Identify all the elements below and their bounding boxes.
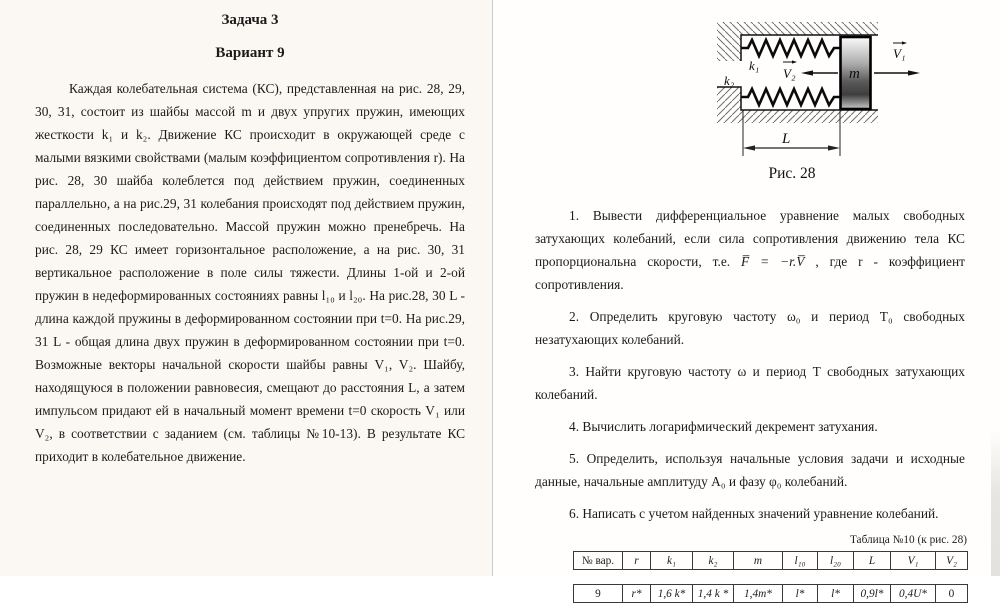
tasks-list	[535, 204, 965, 525]
dim-arrow-right	[828, 145, 840, 150]
data-cell-var: 9	[574, 585, 623, 603]
v1-label: V₁	[893, 46, 906, 61]
v1-arrowhead	[908, 70, 920, 75]
task-item-3: 3. Найти круговую частоту ω и период Т свободных затухающих колебаний.	[535, 364, 965, 402]
task-1-text: 1. Вывести дифференциальное уравнение малых свободных затухающих колебаний, если сила сопротивления движению тела КС пропорциональна скорости, т.е.	[535, 208, 965, 269]
data-cell-l10: l*	[783, 585, 818, 603]
v2-arrowhead	[801, 70, 813, 75]
figure-caption: Рис. 28	[768, 165, 816, 182]
variant-table-zone	[573, 534, 967, 603]
left-page	[0, 0, 493, 576]
data-cell-l20: l*	[818, 585, 854, 603]
header-cell-k1: k₁	[651, 552, 693, 570]
v1-hat-head	[902, 41, 907, 44]
task-item-4: 4. Вычислить логарифмический декремент затухания.	[569, 419, 878, 434]
right-page	[497, 0, 1000, 600]
data-cell-v2: 0	[936, 585, 968, 603]
data-cell-v1: 0,4U*	[891, 585, 936, 603]
header-cell-v1: V₁	[891, 552, 936, 570]
table-header	[573, 551, 968, 570]
task-item-1	[535, 204, 965, 296]
length-label: L	[782, 131, 791, 147]
page-edge-shade	[991, 430, 1000, 576]
header-cell-v2: V₂	[936, 552, 968, 570]
header-cell-m: m	[734, 552, 783, 570]
table-data-row	[574, 585, 968, 603]
header-cell-r: r	[623, 552, 651, 570]
k2-label: k₂	[724, 73, 735, 88]
table-caption: Таблица №10 (к рис. 28)	[849, 534, 967, 546]
data-cell-k2: 1,4 k *	[693, 585, 734, 603]
mass-label: m	[849, 66, 860, 82]
task-title: Задача 3	[221, 12, 279, 28]
data-cell-L: 0,9l*	[854, 585, 891, 603]
data-cell-m: 1,4m*	[734, 585, 783, 603]
header-cell-L: L	[854, 552, 891, 570]
header-cell-l10: l₁₀	[783, 552, 818, 570]
variant-title: Вариант 9	[215, 45, 285, 61]
task-item-6: 6. Написать с учетом найденных значений уравнение колебаний.	[569, 506, 939, 521]
data-cell-r: r*	[623, 585, 651, 603]
v2-hat-head	[792, 60, 797, 63]
header-cell-l20: l₂₀	[818, 552, 854, 570]
header-cell-k2: k₂	[693, 552, 734, 570]
data-cell-k1: 1,6 k*	[651, 585, 693, 603]
dim-arrow-left	[743, 145, 755, 150]
table-data	[573, 584, 968, 603]
k1-label: k₁	[749, 58, 760, 73]
task-item-2: 2. Определить круговую частоту ω₀ и период Т₀ свободных незатухающих колебаний.	[535, 309, 965, 347]
task-1-text-after: , где r - коэффициент сопротивления.	[535, 254, 966, 292]
task-1-formula: F̅ = −r.V̅	[741, 254, 805, 269]
problem-statement: Каждая колебательная система (КС), представленная на рис. 28, 29, 30, 31, состоит из шайбы массой m и двух упругих пружин, имеющих жесткости k₁ и k₂. Движение КС происходит в окружающей среде с малыми вязкими свойствами (малым коэффициентом сопротивления r). На рис. 28, 30 шайба колеблется под действием пружин, соединенных параллельно, а на рис.29, 31 колебания происходят под действием пружин, соединенных последовательно. Массой пружин можно пренебречь. На рис. 28, 29 КС имеет горизонтальное расположение, а на рис. 30, 31 вертикальное расположение в поле силы тяжести. Длины 1-ой и 2-ой пружин в недеформированных состояниях равны l₁₀ и l₂₀. На рис.28, 30 L - длина каждой пружины в деформированном состоянии при t=0. На рис.29, 31 L - общая длина двух пружин в деформированном состоянии при t=0. Возможные векторы начальной скорости шайбы равны V₁, V₂. Шайбу, находящуюся в положении равновесия, смещают до расстояния L, а затем импульсом придают ей в начальный момент времени t=0 скорость V₁ или V₂, в соответствии с заданием (см. таблицы №10-13). В результате КС приходит в колебательное движение.	[35, 81, 465, 464]
spring-k2	[741, 89, 840, 105]
v2-label: V₂	[783, 66, 796, 81]
table-header-row	[574, 552, 968, 570]
figure-28	[697, 10, 947, 190]
header-cell-var: № вар.	[574, 552, 623, 570]
spring-k1	[741, 40, 840, 56]
left-page-content	[0, 0, 492, 468]
task-item-5: 5. Определить, используя начальные условия задачи и исходные данные, начальные амплитуду А₀ и фазу φ₀ колебаний.	[535, 451, 965, 489]
